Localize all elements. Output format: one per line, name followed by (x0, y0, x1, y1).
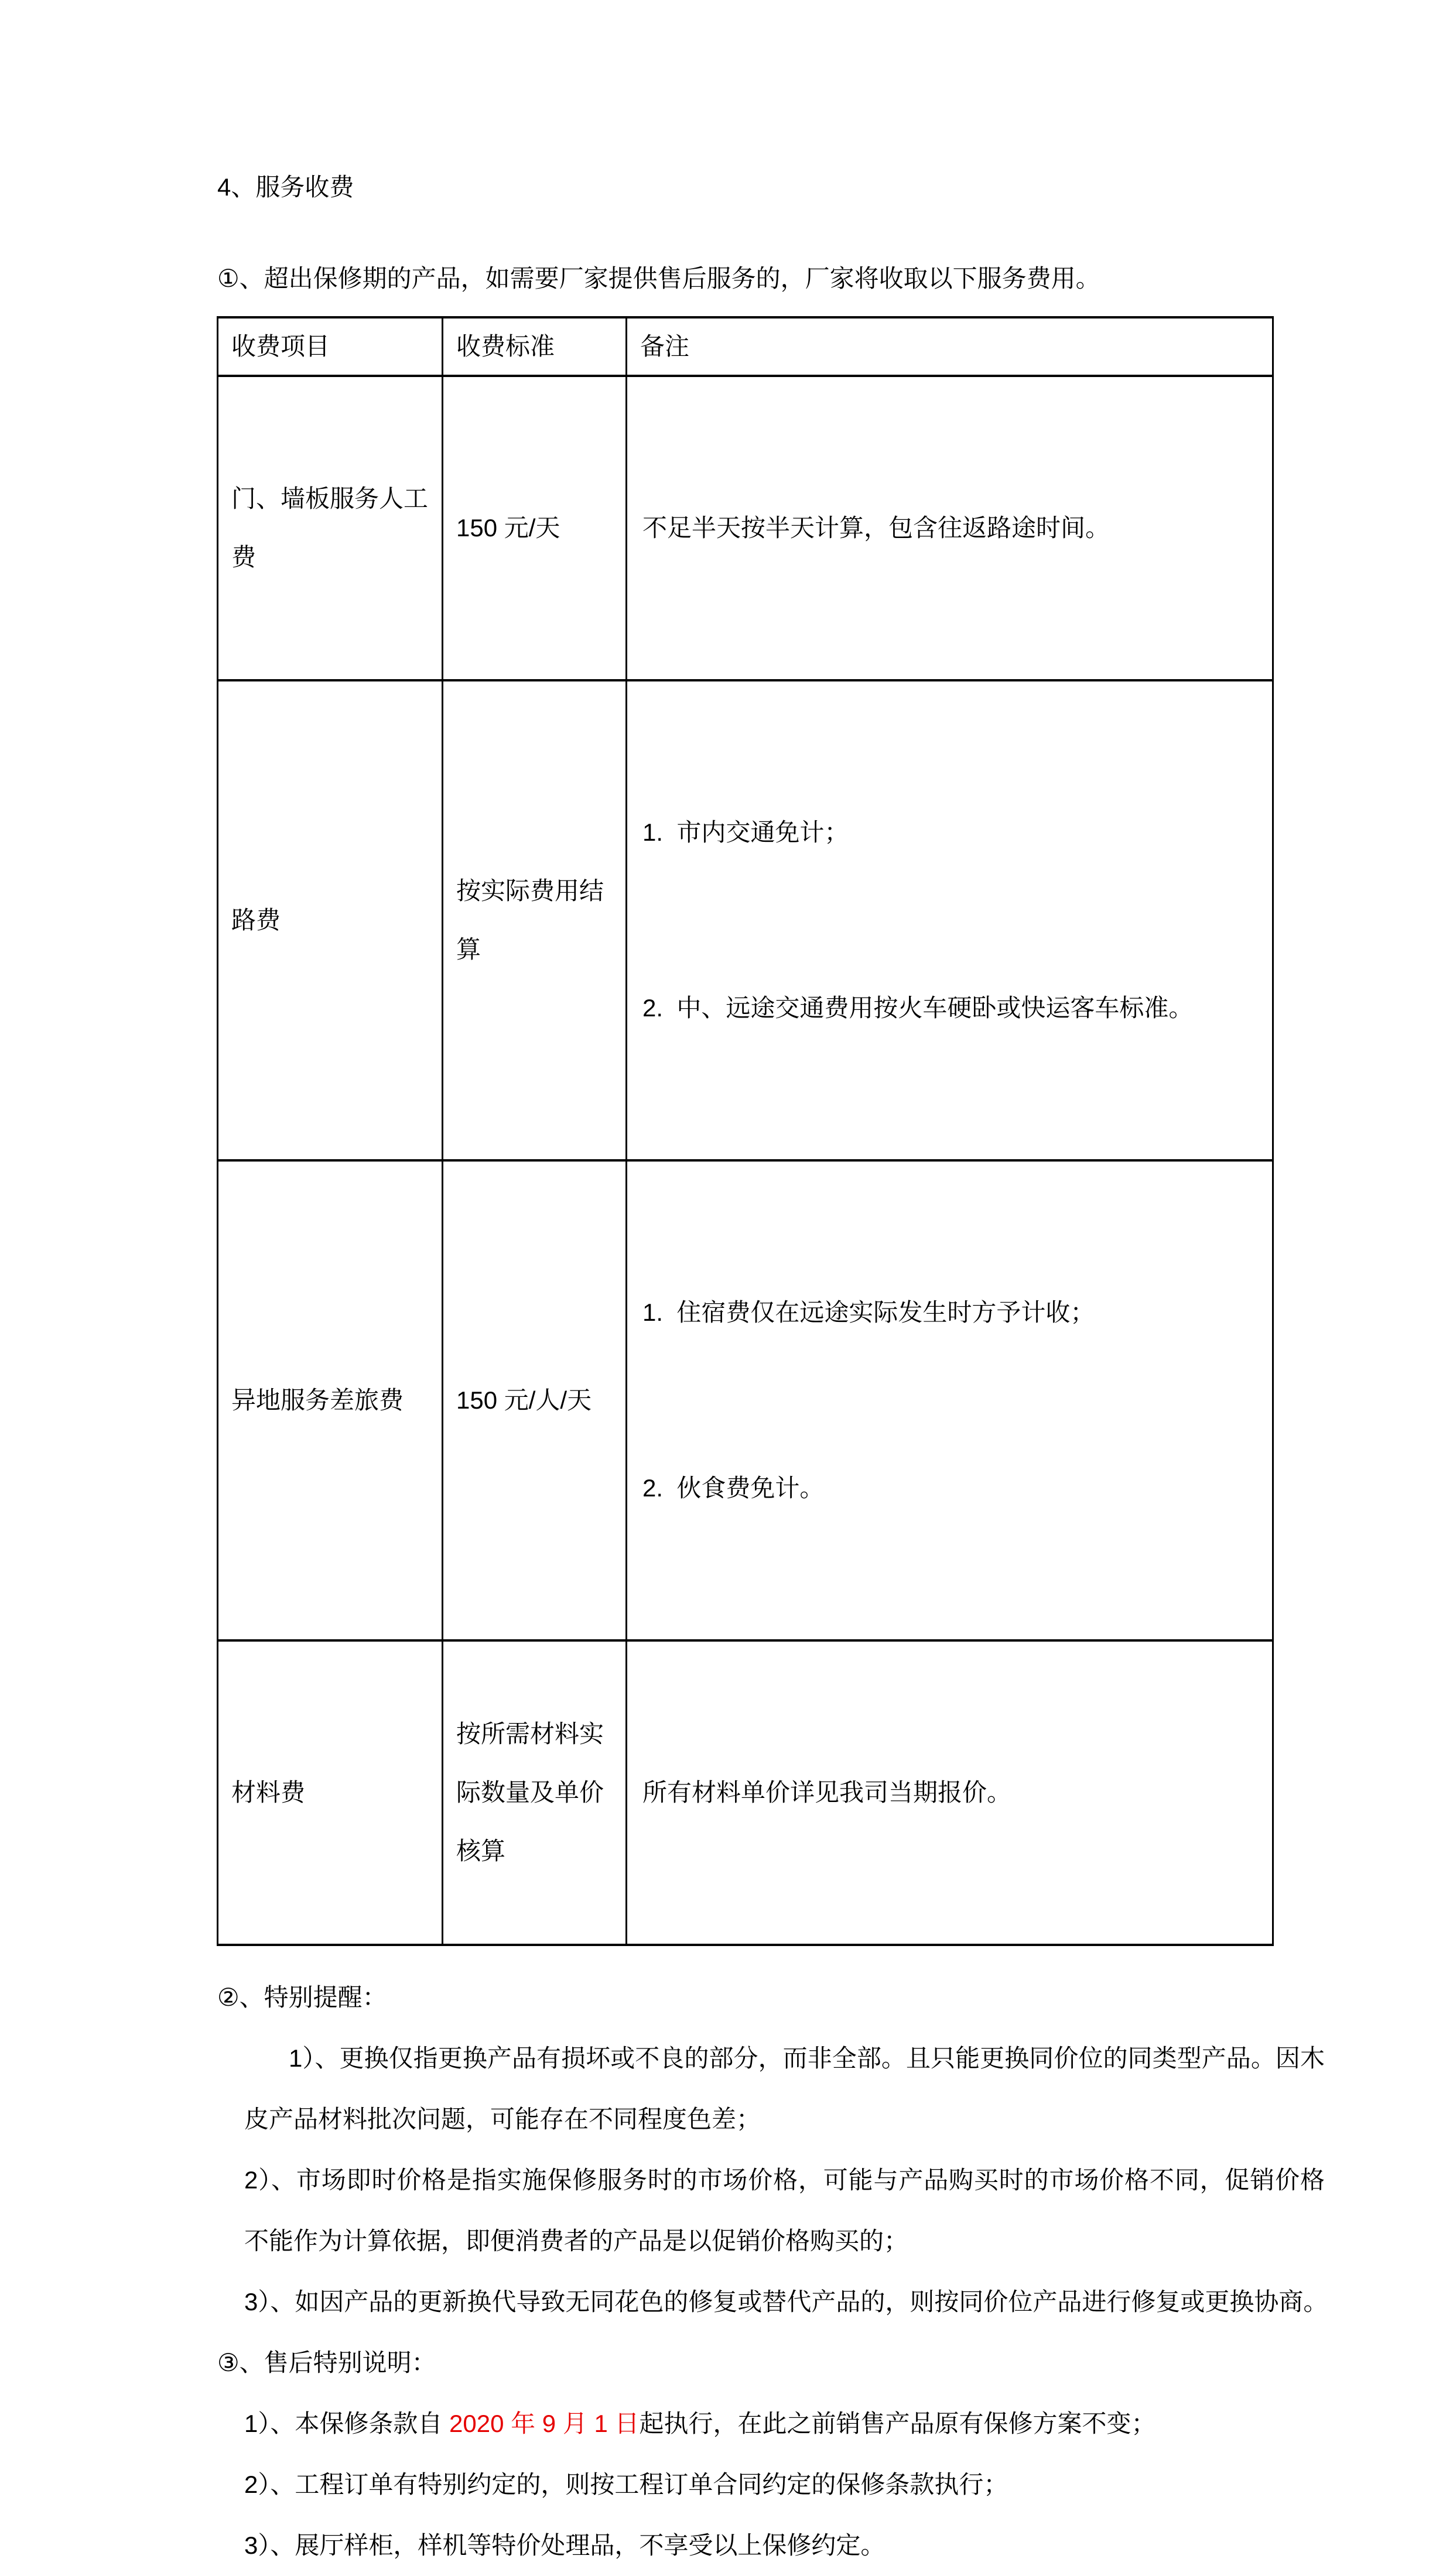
cell-fee-standard: 150 元/人/天 (443, 1160, 627, 1640)
cell-notes (627, 376, 1273, 680)
cell-fee-item: 门、墙板服务人工费 (218, 376, 443, 680)
aftersale-notes-section (217, 2332, 1359, 2576)
header-fee-item: 收费项目 (218, 317, 443, 376)
aftersale-item-1-suffix: 起执行，在此之前销售产品原有保修方案不变； (639, 2410, 1156, 2437)
reminder-heading: ②、特别提醒： (217, 1984, 387, 2011)
cell-fee-item: 材料费 (218, 1640, 443, 1945)
note-line: 2. 伙食费免计。 (642, 1474, 825, 1502)
cell-fee-item: 异地服务差旅费 (218, 1160, 443, 1640)
table-header-row (218, 317, 1273, 376)
cell-fee-standard: 150 元/天 (443, 376, 627, 680)
effective-date-highlight: 2020 年 9 月 1 日 (449, 2410, 640, 2437)
note-line: 不足半天按半天计算，包含往返路途时间。 (642, 514, 1110, 542)
section-heading: 4、服务收费 (217, 173, 354, 201)
reminder-item-2: 2）、市场即时价格是指实施保修服务时的市场价格，可能与产品购买时的市场价格不同，促销价格不能作为计算依据，即便消费者的产品是以促销价格购买的； (244, 2166, 1325, 2255)
cell-fee-standard: 按所需材料实际数量及单价核算 (443, 1640, 627, 1945)
note-line: 1. 住宿费仅在远途实际发生时方予计收； (642, 1299, 1095, 1326)
fee-table-header (218, 317, 1273, 376)
note-line: 2. 中、远途交通费用按火车硬卧或快运客车标准。 (642, 994, 1194, 1022)
intro-paragraph: ①、超出保修期的产品，如需要厂家提供售后服务的，厂家将收取以下服务费用。 (217, 265, 1100, 292)
cell-fee-item: 路费 (218, 680, 443, 1160)
cell-notes (627, 1160, 1273, 1640)
aftersale-item-3: 3）、展厅样柜，样机等特价处理品，不享受以上保修约定。 (244, 2532, 886, 2559)
reminder-item-1: 1）、更换仅指更换产品有损坏或不良的部分，而非全部。且只能更换同价位的同类型产品。因木皮产品材料批次问题，可能存在不同程度色差； (244, 2044, 1325, 2133)
note-line: 1. 市内交通免计； (642, 818, 849, 846)
table-row-remote-service-fee (218, 1160, 1273, 1640)
reminder-item-3: 3）、如因产品的更新换代导致无同花色的修复或替代产品的，则按同价位产品进行修复或更换协商。 (244, 2288, 1328, 2315)
aftersale-item-1 (244, 2393, 1359, 2454)
header-fee-standard: 收费标准 (443, 317, 627, 376)
aftersale-item-2: 2）、工程订单有特别约定的，则按工程订单合同约定的保修条款执行； (244, 2471, 1008, 2498)
table-row-travel-fee (218, 680, 1273, 1160)
note-line: 所有材料单价详见我司当期报价。 (642, 1779, 1012, 1806)
cell-notes (627, 680, 1273, 1160)
service-fee-table (217, 316, 1274, 1946)
aftersale-heading: ③、售后特别说明： (217, 2349, 436, 2376)
cell-fee-standard: 按实际费用结算 (443, 680, 627, 1160)
table-row-material-fee (218, 1640, 1273, 1945)
special-reminder-section (217, 1967, 1359, 2332)
aftersale-item-1-prefix: 1）、本保修条款自 (244, 2410, 450, 2437)
header-notes: 备注 (627, 317, 1273, 376)
table-row-labor-fee (218, 376, 1273, 680)
cell-notes (627, 1640, 1273, 1945)
fee-table-body (218, 376, 1273, 1945)
